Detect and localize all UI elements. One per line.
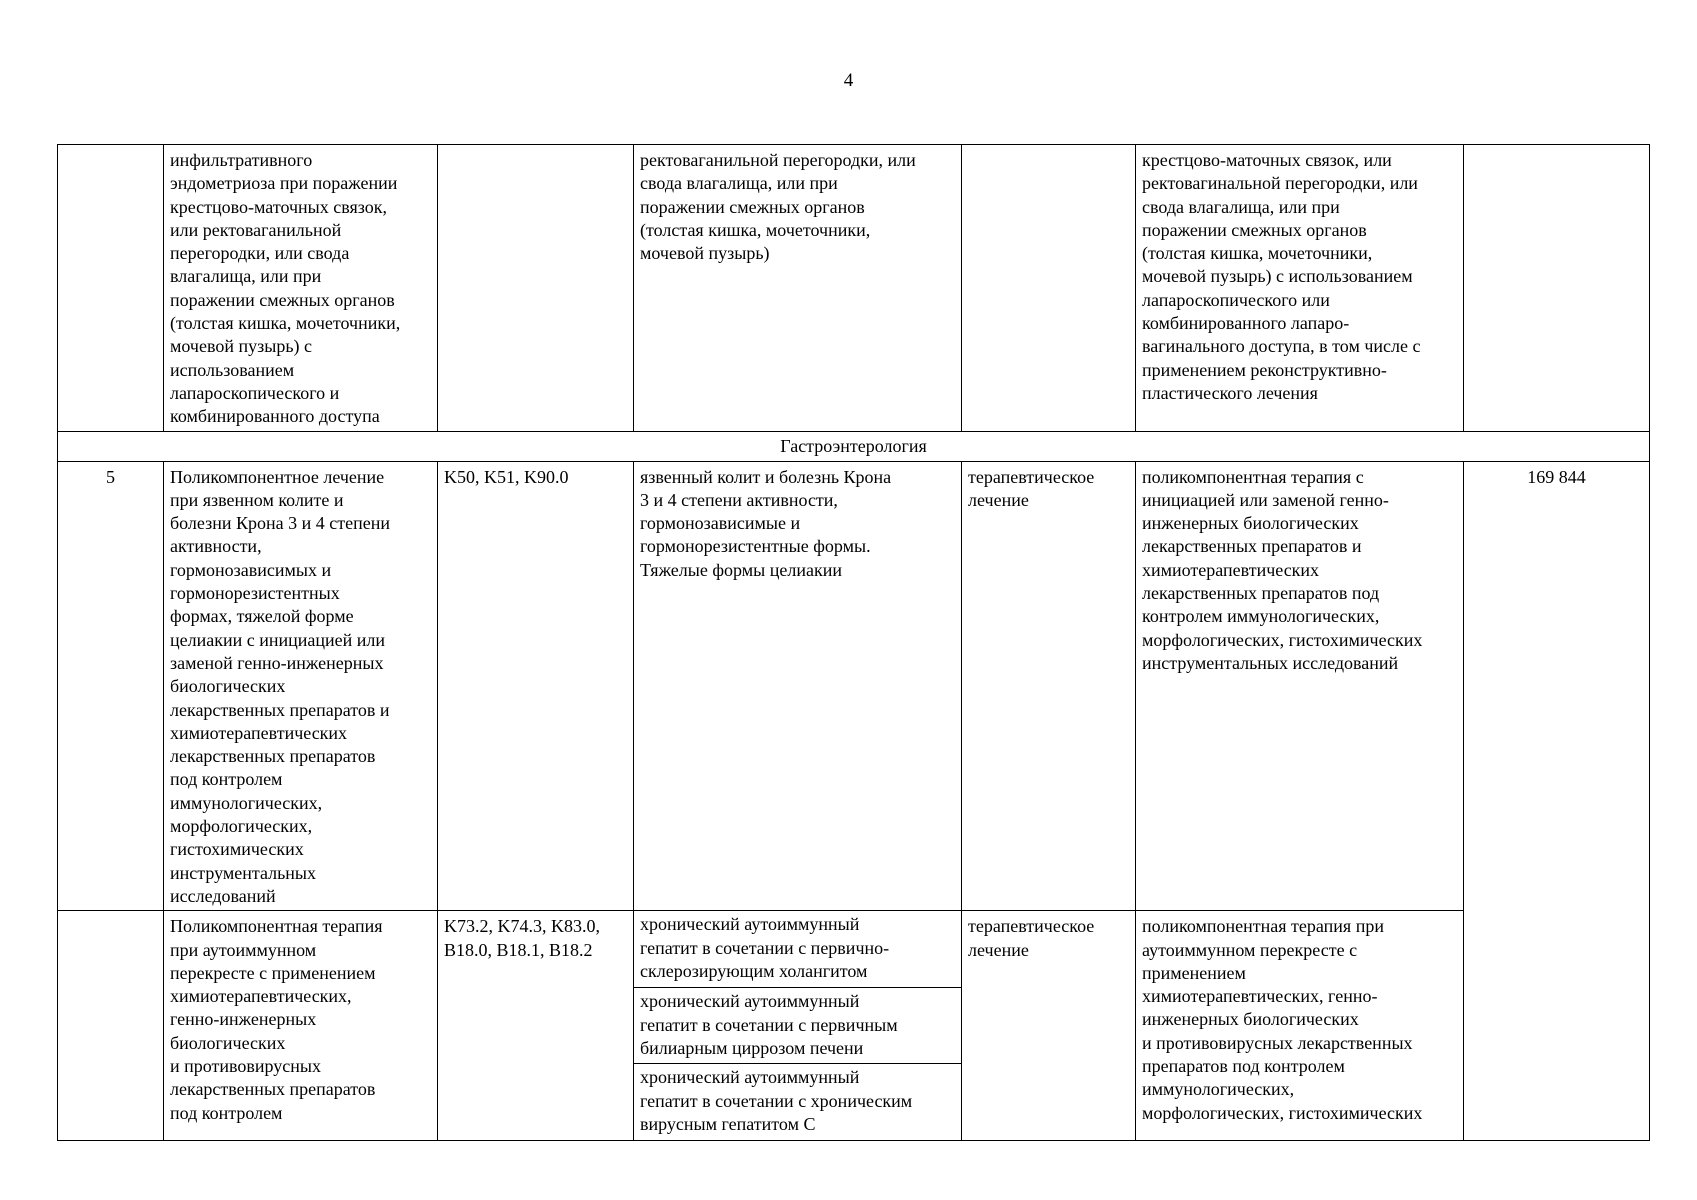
table-row-5 bbox=[58, 461, 1650, 911]
cell-num bbox=[58, 911, 164, 1141]
cell-treatment-type bbox=[962, 145, 1136, 432]
section-title: Гастроэнтерология bbox=[58, 431, 1650, 461]
section-row bbox=[58, 431, 1650, 461]
table-row-continued bbox=[58, 145, 1650, 432]
cell-treatment-method: крестцово-маточных связок, или ректовагинальной перегородки, или свода влагалища, или при поражении смежных органов (толстая кишка, мочеточники, мочевой пузырь) с использованием лапароскопического или комбинированного лапаро- вагинального доступа, в том числе с применением реконструктивно- пластического лечения bbox=[1136, 145, 1464, 432]
cell-patient-model: язвенный колит и болезнь Крона 3 и 4 степени активности, гормонозависимые и гормонорезистентные формы. Тяжелые формы целиакии bbox=[634, 461, 962, 911]
cell-icd-codes bbox=[438, 145, 634, 432]
cell-care-type: Поликомпонентное лечение при язвенном колите и болезни Крона 3 и 4 степени активности, гормонозависимых и гормонорезистентных формах, тяжелой форме целиакии с инициацией или заменой генно-инженерных биологических лекарственных препаратов и химиотерапевтических лекарственных препаратов под контролем иммунологических, морфологических, гистохимических инструментальных исследований bbox=[164, 461, 438, 911]
cell-care-type: Поликомпонентная терапия при аутоиммунном перекресте с применением химиотерапевтических, генно-инженерных биологических и противовирусных лекарственных препаратов под контролем bbox=[164, 911, 438, 1141]
cell-cost: 169 844 bbox=[1464, 461, 1650, 1141]
table-row-6 bbox=[58, 911, 1650, 988]
cell-patient-model: ректоваганильной перегородки, или свода влагалища, или при поражении смежных органов (толстая кишка, мочеточники, мочевой пузырь) bbox=[634, 145, 962, 432]
cell-num: 5 bbox=[58, 461, 164, 911]
cell-icd-codes: K73.2, K74.3, K83.0, B18.0, B18.1, B18.2 bbox=[438, 911, 634, 1141]
cell-treatment-method: поликомпонентная терапия при аутоиммунном перекресте с применением химиотерапевтических, генно- инженерных биологических и противовирусных лекарственных препаратов под контролем иммунологических, морфологических, гистохимических bbox=[1136, 911, 1464, 1141]
cell-icd-codes: K50, K51, K90.0 bbox=[438, 461, 634, 911]
medical-care-table bbox=[57, 144, 1650, 1141]
cell-patient-model: хронический аутоиммунный гепатит в сочетании с первично- склерозирующим холангитом bbox=[634, 911, 962, 988]
cell-patient-model: хронический аутоиммунный гепатит в сочетании с первичным билиарным циррозом печени bbox=[634, 988, 962, 1064]
cell-treatment-type: терапевтическое лечение bbox=[962, 461, 1136, 911]
cell-treatment-type: терапевтическое лечение bbox=[962, 911, 1136, 1141]
page-number: 4 bbox=[843, 70, 854, 91]
cell-num bbox=[58, 145, 164, 432]
cell-patient-model: хронический аутоиммунный гепатит в сочетании с хроническим вирусным гепатитом C bbox=[634, 1064, 962, 1141]
cell-cost bbox=[1464, 145, 1650, 432]
cell-care-type: инфильтративного эндометриоза при поражении крестцово-маточных связок, или ректоваганильной перегородки, или свода влагалища, или при поражении смежных органов (толстая кишка, мочеточники, мочевой пузырь) с использованием лапароскопического и комбинированного доступа bbox=[164, 145, 438, 432]
cell-treatment-method: поликомпонентная терапия с инициацией или заменой генно- инженерных биологических лекарственных препаратов и химиотерапевтических лекарственных препаратов под контролем иммунологических, морфологических, гистохимических инструментальных исследований bbox=[1136, 461, 1464, 911]
